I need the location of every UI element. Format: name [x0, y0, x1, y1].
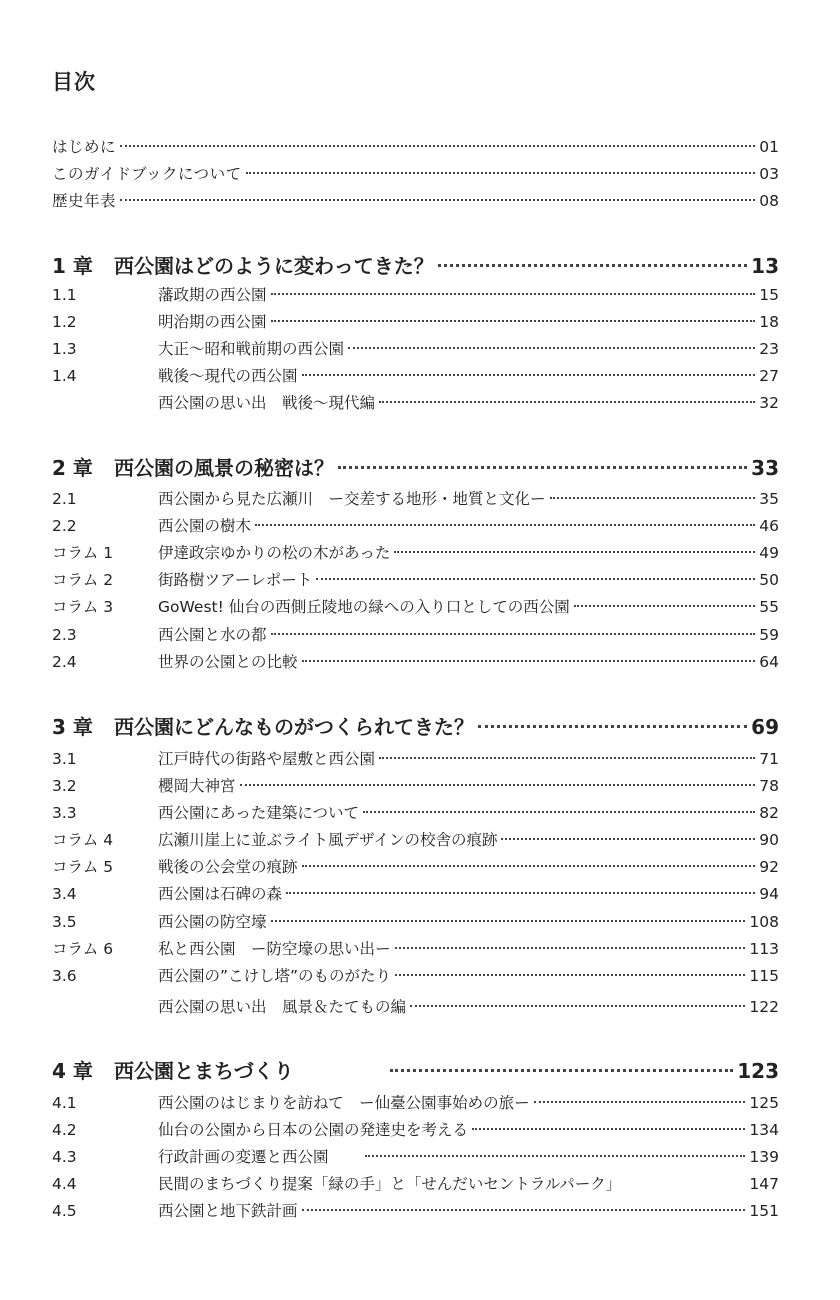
dot-leader [302, 865, 756, 867]
section-number: 3.3 [52, 804, 77, 822]
entry-title: 西公園のはじまりを訪ねて ー仙臺公園事始めの旅ー [158, 1094, 530, 1112]
dot-leader [363, 811, 755, 813]
dot-leader [240, 784, 756, 786]
page-number: 108 [749, 913, 779, 931]
page-number: 64 [759, 653, 779, 671]
section-number: 4.3 [52, 1148, 77, 1166]
page-number: 35 [759, 490, 779, 508]
dot-leader [395, 947, 746, 949]
section-number: 4.1 [52, 1094, 77, 1112]
section-number: 1.1 [52, 286, 77, 304]
chapter-title: 西公園にどんなものがつくられてきた？ [114, 715, 474, 739]
dot-leader [379, 757, 755, 759]
entry-title: 西公園の”こけし塔”のものがたり [158, 967, 392, 985]
section-number: 1.2 [52, 313, 77, 331]
column-number: コラム 6 [52, 940, 114, 958]
column-number: コラム 2 [52, 571, 114, 589]
toc-entry[interactable] [52, 911, 779, 933]
column-number: コラム 4 [52, 831, 114, 849]
chapter-number: 2 章 [52, 456, 93, 480]
chapter-heading-4[interactable] [52, 1057, 779, 1085]
page-number: 49 [759, 544, 779, 562]
chapter-heading-3[interactable] [52, 713, 779, 741]
entry-title: 行政計画の変遷と西公園 [158, 1148, 329, 1166]
dot-leader [550, 497, 756, 499]
section-number: 3.2 [52, 777, 77, 795]
page-number: 69 [751, 715, 779, 739]
toc-entry[interactable] [52, 938, 779, 960]
section-number: 3.4 [52, 885, 77, 903]
dot-leader [271, 920, 746, 922]
dot-leader [574, 605, 756, 607]
page-number: 50 [759, 571, 779, 589]
page-number: 59 [759, 626, 779, 644]
page-number: 78 [759, 777, 779, 795]
entry-title: 歴史年表 [52, 192, 117, 210]
toc-entry[interactable] [52, 596, 779, 618]
page-number: 18 [759, 313, 779, 331]
dot-leader [246, 172, 756, 174]
entry-title: 世界の公園との比較 [158, 653, 298, 671]
dot-leader [501, 838, 755, 840]
chapter-title: 西公園はどのように変わってきた？ [114, 254, 434, 278]
dot-leader [478, 725, 747, 728]
dot-leader [534, 1101, 746, 1103]
entry-title: 民間のまちづくり提案「緑の手」と「せんだいセントラルパーク」 [158, 1175, 622, 1193]
section-number: 2.3 [52, 626, 77, 644]
dot-leader [394, 551, 755, 553]
chapter-title: 西公園とまちづくり [114, 1059, 294, 1083]
toc-entry[interactable] [52, 883, 779, 905]
section-number: 3.6 [52, 967, 77, 985]
entry-title: 西公園の樹木 [158, 517, 252, 535]
entry-title: 大正〜昭和戦前期の西公園 [158, 340, 345, 358]
chapter-number: 1 章 [52, 254, 93, 278]
column-number: コラム 5 [52, 858, 114, 876]
page-number: 55 [759, 598, 779, 616]
toc-entry[interactable] [52, 748, 779, 770]
toc-entry[interactable] [52, 569, 779, 591]
chapter-heading-2[interactable] [52, 454, 779, 482]
toc-entry[interactable] [52, 802, 779, 824]
page-number: 03 [759, 165, 779, 183]
dot-leader [120, 145, 755, 147]
section-number: 2.4 [52, 653, 77, 671]
dot-leader [302, 660, 756, 662]
page-number: 92 [759, 858, 779, 876]
dot-leader [302, 374, 756, 376]
toc-entry[interactable] [52, 1173, 779, 1195]
chapter-number: 3 章 [52, 715, 93, 739]
toc-entry[interactable] [52, 1119, 779, 1141]
dot-leader [365, 1155, 746, 1157]
entry-title: 西公園にあった建築について [158, 804, 360, 822]
toc-entry-preface[interactable] [52, 136, 779, 158]
chapter-title: 西公園の風景の秘密は？ [114, 456, 334, 480]
dot-leader [255, 524, 755, 526]
page-number: 32 [759, 394, 779, 412]
section-number: 3.1 [52, 750, 77, 768]
toc-entry-timeline[interactable] [52, 190, 779, 212]
entry-title: 広瀬川崖上に並ぶライト風デザインの校舎の痕跡 [158, 831, 498, 849]
section-number: 3.5 [52, 913, 77, 931]
section-number: 4.2 [52, 1121, 77, 1139]
entry-title: 西公園の思い出 戦後〜現代編 [158, 394, 376, 412]
toc-entry[interactable] [52, 1146, 779, 1168]
page-number: 151 [749, 1202, 779, 1220]
entry-title: 仙台の公園から日本の公園の発達史を考える [158, 1121, 469, 1139]
page-number: 122 [749, 998, 779, 1016]
page-number: 115 [749, 967, 779, 985]
entry-title: 街路樹ツアーレポート [158, 571, 313, 589]
page-number: 134 [749, 1121, 779, 1139]
page-number: 139 [749, 1148, 779, 1166]
section-number: 1.4 [52, 367, 77, 385]
column-number: コラム 3 [52, 598, 114, 616]
entry-title: 櫻岡大神宮 [158, 777, 236, 795]
entry-title: 西公園の防空壕 [158, 913, 267, 931]
dot-leader [395, 974, 745, 976]
page-number: 13 [751, 254, 779, 278]
entry-title: 西公園と水の都 [158, 626, 267, 644]
toc-entry[interactable] [52, 488, 779, 510]
toc-entry[interactable] [52, 965, 779, 987]
page-number: 82 [759, 804, 779, 822]
section-number: 2.2 [52, 517, 77, 535]
toc-entry[interactable] [52, 624, 779, 646]
page-number: 125 [749, 1094, 779, 1112]
page-number: 23 [759, 340, 779, 358]
section-number: 1.3 [52, 340, 77, 358]
toc-entry[interactable] [52, 856, 779, 878]
toc-entry[interactable] [52, 1092, 779, 1114]
entry-title: 西公園の思い出 風景＆たてもの編 [158, 998, 407, 1016]
toc-entry[interactable] [52, 996, 779, 1018]
toc-entry[interactable] [52, 829, 779, 851]
page-number: 94 [759, 885, 779, 903]
dot-leader [410, 1005, 745, 1007]
page-title: 目次 [52, 70, 96, 94]
toc-entry[interactable] [52, 1200, 779, 1222]
dot-leader [316, 578, 755, 580]
column-number: コラム 1 [52, 544, 114, 562]
dot-leader [271, 320, 756, 322]
dot-leader [286, 892, 755, 894]
dot-leader [472, 1128, 745, 1130]
section-number: 2.1 [52, 490, 77, 508]
page-number: 71 [759, 750, 779, 768]
toc-entry-about[interactable] [52, 163, 779, 185]
entry-title: 戦後〜現代の西公園 [158, 367, 298, 385]
toc-entry[interactable] [52, 338, 779, 360]
entry-title: 江戸時代の街路や屋敷と西公園 [158, 750, 376, 768]
section-number: 4.5 [52, 1202, 77, 1220]
entry-title: 西公園と地下鉄計画 [158, 1202, 298, 1220]
page-number: 46 [759, 517, 779, 535]
dot-leader [390, 1069, 733, 1072]
page-number: 08 [759, 192, 779, 210]
toc-entry[interactable] [52, 365, 779, 387]
entry-title: 伊達政宗ゆかりの松の木があった [158, 544, 391, 562]
page-number: 15 [759, 286, 779, 304]
dot-leader [120, 199, 755, 201]
toc-entry[interactable] [52, 284, 779, 306]
dot-leader [348, 347, 755, 349]
entry-title: 西公園は石碑の森 [158, 885, 283, 903]
entry-title: 戦後の公会堂の痕跡 [158, 858, 298, 876]
section-number: 4.4 [52, 1175, 77, 1193]
page-number: 113 [749, 940, 779, 958]
toc-entry[interactable] [52, 392, 779, 414]
page-number: 27 [759, 367, 779, 385]
page-number: 01 [759, 138, 779, 156]
entry-title: はじめに [52, 138, 117, 156]
entry-title: 私と西公園 ー防空壕の思い出ー [158, 940, 391, 958]
dot-leader [338, 466, 747, 469]
entry-title: 明治期の西公園 [158, 313, 267, 331]
toc-entry[interactable] [52, 775, 779, 797]
dot-leader [302, 1209, 746, 1211]
dot-leader [438, 264, 747, 267]
entry-title: 藩政期の西公園 [158, 286, 267, 304]
dot-leader [271, 293, 756, 295]
page-number: 147 [749, 1175, 779, 1193]
toc-entry[interactable] [52, 651, 779, 673]
chapter-heading-1[interactable] [52, 252, 779, 280]
page-number: 33 [751, 456, 779, 480]
entry-title: 西公園から見た広瀬川 ー交差する地形・地質と文化ー [158, 490, 546, 508]
page-number: 123 [737, 1059, 779, 1083]
entry-title: GoWest! 仙台の西側丘陵地の緑への入り口としての西公園 [158, 598, 570, 616]
chapter-number: 4 章 [52, 1059, 93, 1083]
dot-leader [271, 633, 756, 635]
toc-entry[interactable] [52, 542, 779, 564]
dot-leader [379, 401, 755, 403]
entry-title: このガイドブックについて [52, 165, 242, 183]
toc-entry[interactable] [52, 515, 779, 537]
page-number: 90 [759, 831, 779, 849]
toc-entry[interactable] [52, 311, 779, 333]
